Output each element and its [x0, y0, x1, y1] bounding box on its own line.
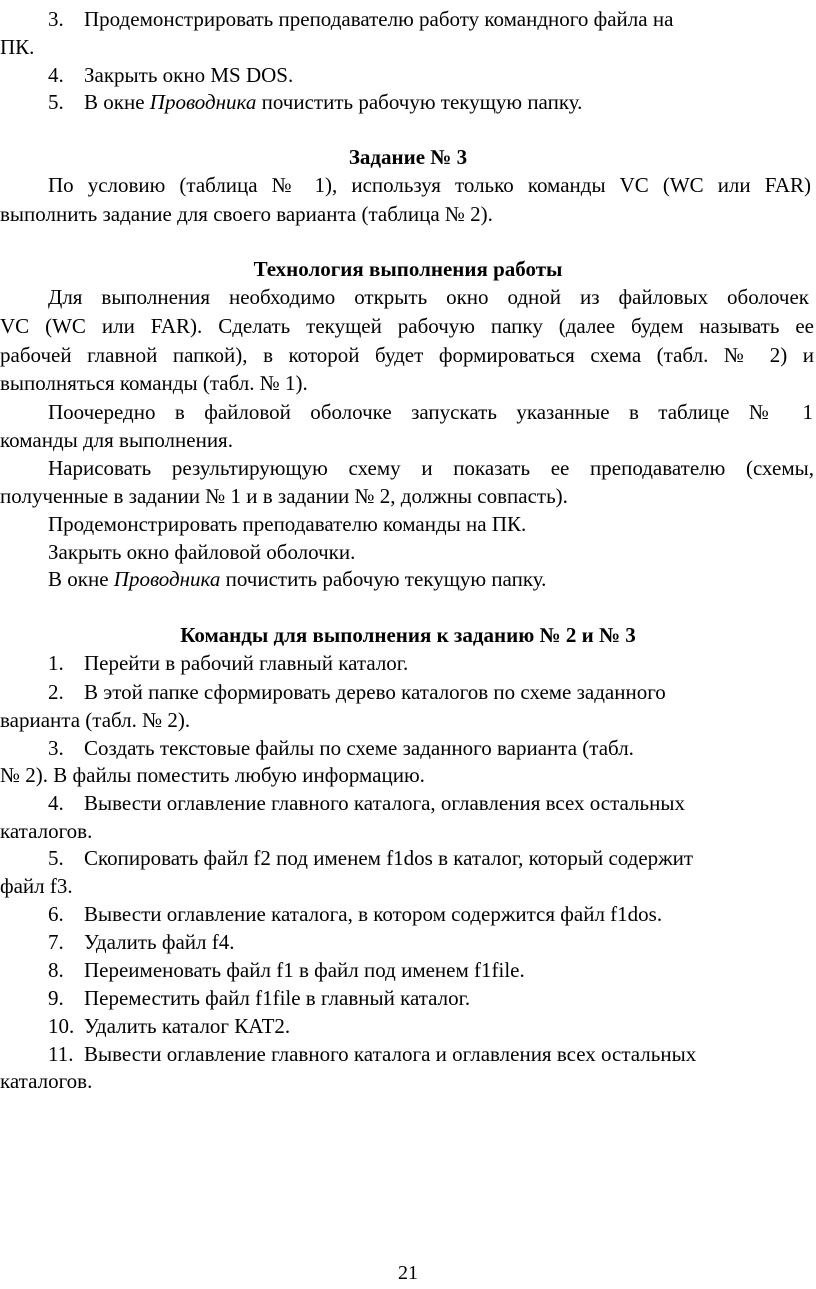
list-number: 4.	[48, 63, 64, 87]
list-item-continuation: каталогов.	[0, 819, 93, 843]
section-heading-technology: Технология выполнения работы	[253, 257, 563, 281]
list-number: 5.	[48, 846, 64, 870]
list-item	[0, 650, 816, 676]
list-text-italic: Проводника	[149, 90, 257, 114]
paragraph-text-italic: Проводника	[113, 567, 221, 591]
list-text: Продемонстрировать преподавателю работу командного файла на	[84, 7, 674, 31]
paragraph-line: полученные в задании № 1 и в задании № 2, должны совпасть).	[0, 484, 568, 508]
paragraph-text: По условию (таблица № 1), используя только команды VC (WC или FAR)	[48, 173, 811, 197]
list-number: 7.	[48, 930, 64, 954]
list-text: В этой папке сформировать дерево каталогов по схеме заданного	[84, 680, 666, 704]
list-text: ПК.	[0, 35, 35, 59]
list-item	[0, 62, 816, 88]
list-item	[0, 929, 816, 955]
list-number: 2.	[48, 680, 64, 704]
page-number: 21	[398, 1262, 418, 1284]
list-number: 8.	[48, 958, 64, 982]
paragraph-text: Для выполнения необходимо открыть окно одной из файловых оболочек	[48, 285, 809, 309]
list-text: Удалить каталог КАТ2.	[84, 1014, 291, 1038]
paragraph-line: Продемонстрировать преподавателю команды на ПК.	[48, 512, 527, 536]
paragraph-line: выполнить задание для своего варианта (таблица № 2).	[0, 202, 493, 226]
list-number: 3.	[48, 736, 64, 760]
list-item	[0, 1013, 816, 1039]
paragraph-line	[0, 455, 816, 481]
list-text: Скопировать файл f2 под именем f1dos в каталог, который содержит	[84, 846, 694, 870]
list-text: Вывести оглавление главного каталога и оглавления всех остальных	[84, 1042, 697, 1066]
list-text: Вывести оглавление главного каталога, оглавления всех остальных	[84, 791, 685, 815]
paragraph-line: выполняться команды (табл. № 1).	[0, 371, 308, 395]
list-text: Переместить файл f1file в главный каталог.	[84, 986, 471, 1010]
list-text: Создать текстовые файлы по схеме заданного варианта (табл.	[84, 736, 634, 760]
paragraph-text: рабочей главной папкой), в которой будет формироваться схема (табл. № 2) и	[0, 343, 814, 367]
list-text: Перейти в рабочий главный каталог.	[84, 651, 409, 675]
list-item	[0, 6, 816, 32]
list-number: 11.	[48, 1042, 74, 1066]
section-heading-commands: Команды для выполнения к заданию № 2 и № 3	[180, 623, 636, 647]
list-item-continuation: варианта (табл. № 2).	[0, 708, 191, 732]
list-item	[0, 957, 816, 983]
list-item	[0, 1041, 816, 1067]
paragraph-line	[0, 399, 816, 425]
list-number: 5.	[48, 90, 64, 114]
paragraph-line	[0, 284, 816, 310]
paragraph-text-post: почистить рабочую текущую папку.	[220, 567, 547, 591]
list-number: 10.	[48, 1014, 75, 1038]
paragraph-line: Закрыть окно файловой оболочки.	[48, 540, 356, 564]
paragraph-line	[0, 313, 816, 339]
paragraph-line: команды для выполнения.	[0, 428, 233, 452]
paragraph-text: Поочередно в файловой оболочке запускать указанные в таблице № 1	[48, 400, 813, 424]
list-text: Переименовать файл f1 в файл под именем f1file.	[84, 958, 525, 982]
paragraph-text: Нарисовать результирующую схему и показать ее преподавателю (схемы,	[48, 456, 814, 480]
paragraph-line	[0, 172, 816, 198]
list-item-continuation: каталогов.	[0, 1069, 93, 1093]
list-item-continuation: № 2). В файлы поместить любую информацию.	[0, 763, 425, 787]
list-text: Вывести оглавление каталога, в котором содержится файл f1dos.	[84, 902, 663, 926]
list-item	[0, 985, 816, 1011]
paragraph-text-pre: В окне	[48, 567, 114, 591]
list-number: 1.	[48, 651, 64, 675]
list-number: 4.	[48, 791, 64, 815]
paragraph-text: VC (WC или FAR). Сделать текущей рабочую папку (далее будем называть ее	[0, 314, 814, 338]
list-text-post: почистить рабочую текущую папку.	[256, 90, 583, 114]
list-number: 6.	[48, 902, 64, 926]
section-heading-task3: Задание № 3	[348, 145, 468, 169]
list-item	[0, 735, 816, 761]
list-item-continuation: файл f3.	[0, 874, 73, 898]
list-item	[0, 89, 816, 115]
list-item	[0, 845, 816, 871]
list-item	[0, 679, 816, 705]
paragraph-line	[0, 342, 816, 368]
list-text: Закрыть окно MS DOS.	[84, 63, 294, 87]
list-item	[0, 790, 816, 816]
list-number: 9.	[48, 986, 64, 1010]
list-text-pre: В окне	[84, 90, 150, 114]
list-number: 3.	[48, 7, 64, 31]
paragraph-line	[0, 566, 816, 592]
list-item	[0, 901, 816, 927]
list-item-continuation	[0, 34, 816, 60]
list-text: Удалить файл f4.	[84, 930, 235, 954]
